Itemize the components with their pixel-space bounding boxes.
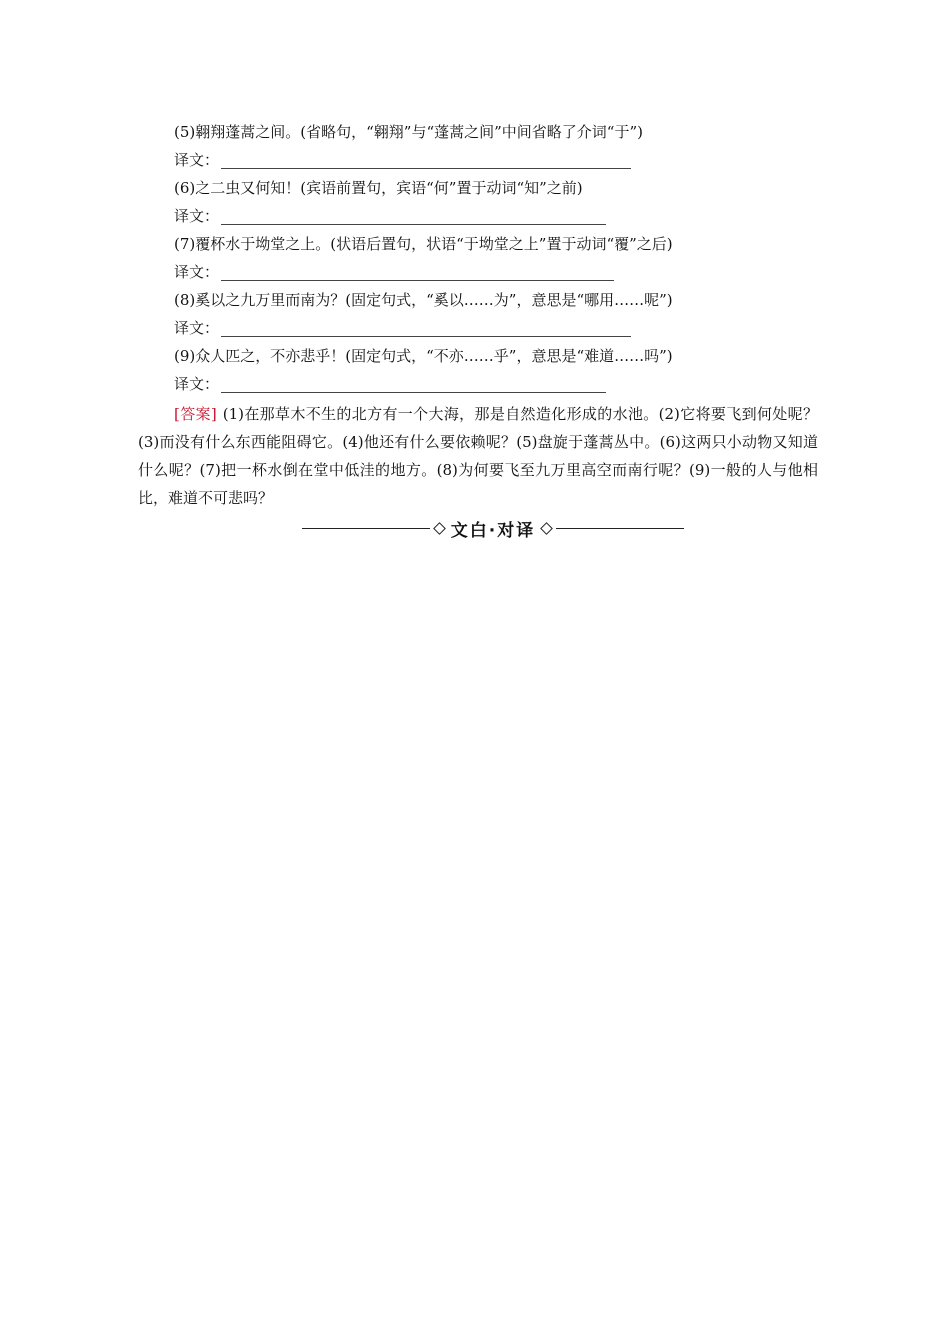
translation-row-5 xyxy=(138,146,818,174)
translation-row-7 xyxy=(138,258,818,286)
diamond-icon xyxy=(540,522,553,535)
translation-label: 译文： xyxy=(174,207,220,225)
sentence-7: (7)覆杯水于坳堂之上。(状语后置句，状语“于坳堂之上”置于动词“覆”之后) xyxy=(174,235,673,253)
translation-blank-9[interactable] xyxy=(221,376,606,393)
translation-label: 译文： xyxy=(174,151,220,169)
divider-line-right xyxy=(556,528,684,529)
translation-label: 译文： xyxy=(174,319,220,337)
divider-line-left xyxy=(302,528,430,529)
answer-text: (1)在那草木不生的北方有一个大海，那是自然造化形成的水池。(2)它将要飞到何处呢？(3)而没有什么东西能阻碍它。(4)他还有什么要依赖呢？(5)盘旋于蓬蒿丛中。(6)这两只小动物又知道什么呢？(7)把一杯水倒在堂中低洼的地方。(8)为何要飞至九万里高空而南行呢？(9)一般的人与他相比，难道不可悲吗？ xyxy=(138,405,818,507)
translation-row-9 xyxy=(138,370,818,398)
section-title: 文白·对译 xyxy=(450,520,536,541)
sentence-5: (5)翱翔蓬蒿之间。(省略句，“翱翔”与“蓬蒿之间”中间省略了介词“于”) xyxy=(174,123,643,141)
sentence-9: (9)众人匹之，不亦悲乎！(固定句式，“不亦……乎”，意思是“难道……吗”) xyxy=(174,347,673,365)
translation-blank-5[interactable] xyxy=(221,152,631,169)
translation-row-8 xyxy=(138,314,818,342)
translation-label: 译文： xyxy=(174,375,220,393)
translation-blank-7[interactable] xyxy=(221,264,614,281)
answer-paragraph xyxy=(138,400,818,512)
diamond-icon xyxy=(433,522,446,535)
translation-label: 译文： xyxy=(174,263,220,281)
exercise-content xyxy=(138,118,818,512)
translation-row-6 xyxy=(138,202,818,230)
section-divider xyxy=(302,516,684,540)
translation-blank-6[interactable] xyxy=(221,208,606,225)
sentence-6: (6)之二虫又何知！(宾语前置句，宾语“何”置于动词“知”之前) xyxy=(174,179,583,197)
sentence-8: (8)奚以之九万里而南为？(固定句式，“奚以……为”，意思是“哪用……呢”) xyxy=(174,291,673,309)
translation-blank-8[interactable] xyxy=(221,320,631,337)
answer-tag: [答案] xyxy=(174,405,217,423)
